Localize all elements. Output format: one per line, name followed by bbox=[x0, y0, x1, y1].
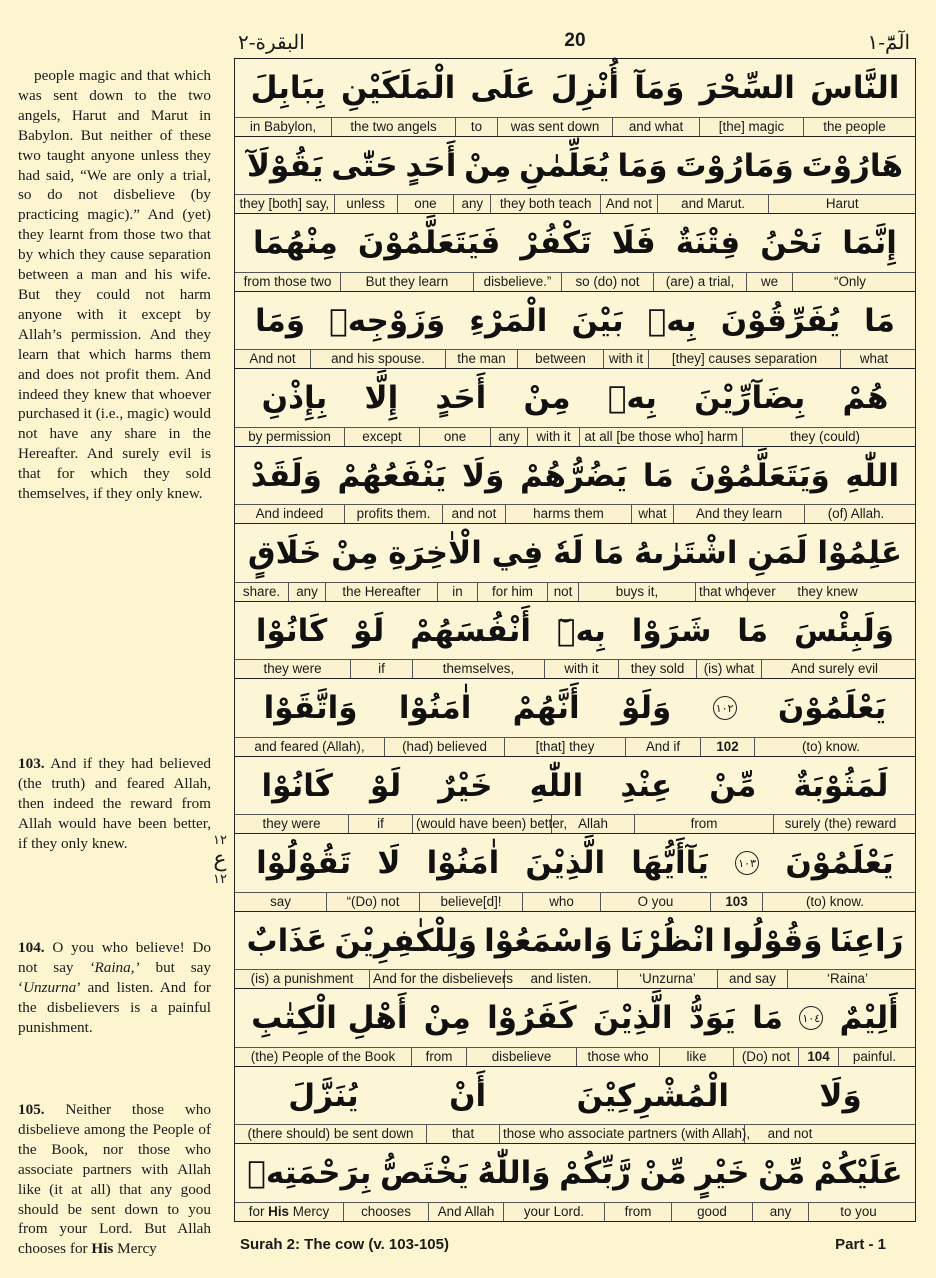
translation-cell: And indeed bbox=[235, 505, 345, 523]
arabic-word: وَلَا bbox=[462, 457, 505, 494]
arabic-word: وَقُوْلُوا bbox=[721, 922, 823, 959]
arabic-line bbox=[235, 61, 915, 115]
arabic-word: هُمْ bbox=[842, 380, 889, 416]
ruku-ain-glyph: ع bbox=[213, 847, 227, 872]
verse-text: but say ‘ bbox=[18, 958, 212, 996]
translation-line bbox=[235, 892, 915, 911]
translation-cell: they [both] say, bbox=[235, 195, 335, 213]
verse-102-translation: people magic and that which was sent down to the two angels, Harut and Marut in Babylon. But neither of these two taught anyone unless they had said, “We are only a trial, so do not disbelieve (by practicing magic).” And (yet) they learnt from those two that by which they cause separation between a man and his wife. But they could not harm anyone with it except by Allah’s permission. And they learn that which harms them and does not profit them. And indeed they knew that whoever purchased it (i.e., magic) would not have any share in the Hereafter. And surely evil is that for which they sold themselves, if they only knew. bbox=[18, 67, 211, 503]
translation-cell: and feared (Allah), bbox=[235, 738, 385, 756]
arabic-word: بِبَابِلَ bbox=[250, 70, 326, 106]
arabic-word: يُنَزَّلَ bbox=[288, 1077, 359, 1114]
translation-cell: in bbox=[438, 583, 478, 601]
arabic-word: وَلِلْكٰفِرِيْنَ bbox=[334, 922, 478, 959]
translation-cell: unless bbox=[335, 195, 398, 213]
arabic-line bbox=[235, 759, 915, 813]
translation-cell: (to) know. bbox=[805, 893, 865, 909]
verse-number: 103. bbox=[18, 755, 45, 772]
arabic-word: مِنْهُمَا bbox=[253, 225, 338, 261]
verse-number: 104. bbox=[18, 939, 45, 956]
footer-surah-reference: Surah 2: The cow (v. 103-105) bbox=[240, 1236, 449, 1253]
arabic-word: حَتّٰى bbox=[331, 147, 398, 184]
arabic-word: خَلَاقٍ bbox=[247, 535, 322, 571]
arabic-word: مِّنْ bbox=[758, 1155, 806, 1191]
page-header bbox=[234, 30, 916, 52]
arabic-word: مِّنْ bbox=[639, 1155, 687, 1191]
ayah-line bbox=[234, 911, 916, 989]
verse-number: 105. bbox=[18, 1101, 45, 1118]
translation-cell: so (do) not bbox=[562, 273, 654, 291]
ayah-line bbox=[234, 446, 916, 524]
surah-title-arabic: البقرة-٢ bbox=[238, 30, 305, 54]
arabic-word: أَنَّهُمْ bbox=[512, 690, 580, 726]
ayah-line bbox=[234, 58, 916, 136]
arabic-word: وَلَبِئْسَ bbox=[794, 612, 895, 649]
translation-cell: surely (the) reward bbox=[784, 816, 897, 831]
translation-cell: themselves, bbox=[413, 660, 545, 678]
arabic-word: أَحَدٍ bbox=[435, 380, 487, 416]
arabic-word: بِرَحْمَتِهٖ bbox=[247, 1155, 372, 1191]
translation-cell: that whoever bbox=[696, 583, 748, 601]
translation-line bbox=[235, 737, 915, 756]
arabic-word: شَرَوْا bbox=[631, 612, 712, 649]
ayah-line bbox=[234, 213, 916, 291]
translation-cell: they both teach bbox=[491, 195, 601, 213]
arabic-word: أَحَدٍ bbox=[405, 147, 457, 184]
translation-cell: and say bbox=[718, 970, 788, 988]
ayah-end-marker: ١٠٣ bbox=[735, 851, 759, 875]
ayah-line bbox=[234, 678, 916, 756]
arabic-word: وَلَا bbox=[819, 1077, 862, 1114]
translation-cell: And they learn bbox=[674, 505, 805, 523]
arabic-word: يُعَلِّمٰنِ bbox=[519, 147, 610, 184]
translation-cell: (would have been) better, bbox=[413, 815, 552, 833]
translation-cell: Allah bbox=[552, 815, 635, 833]
arabic-word: الْاٰخِرَةِ bbox=[388, 535, 482, 571]
arabic-line bbox=[235, 526, 915, 580]
arabic-line bbox=[235, 681, 915, 735]
ayah-line bbox=[234, 368, 916, 446]
translation-cell: (had) believed bbox=[385, 738, 505, 756]
translation-line bbox=[235, 504, 915, 523]
arabic-word: عَذَابٌ bbox=[246, 922, 328, 959]
translation-cell: any bbox=[491, 428, 528, 446]
arabic-word: وَلَقَدْ bbox=[250, 457, 322, 494]
translation-cell: (is) a punishment bbox=[235, 970, 370, 988]
ayah-end-marker: ١٠٤ bbox=[799, 1006, 823, 1030]
translation-cell: by permission bbox=[235, 428, 345, 446]
translation-line bbox=[235, 582, 915, 601]
arabic-word: الَّذِيْنَ bbox=[592, 1000, 673, 1036]
translation-cell: at all [be those who] harm bbox=[580, 428, 743, 446]
arabic-word: مَا bbox=[752, 1000, 783, 1036]
verse-105-translation bbox=[18, 1100, 211, 1259]
translation-cell: And for the disbelievers bbox=[370, 970, 505, 988]
translation-cell: that bbox=[427, 1125, 500, 1143]
arabic-word: تَقُوْلُوْا bbox=[256, 845, 352, 881]
translation-cell: profits them. bbox=[345, 505, 443, 523]
arabic-word: النَّاسَ bbox=[810, 70, 900, 106]
translation-cell: buys it, bbox=[579, 583, 696, 601]
translation-cell: like bbox=[660, 1048, 734, 1066]
arabic-line bbox=[235, 216, 915, 270]
translation-cell: what bbox=[632, 505, 674, 523]
arabic-word: يَعْلَمُوْنَ bbox=[777, 690, 887, 726]
translation-cell: any bbox=[753, 1203, 809, 1221]
ayah-end-marker: ١٠٢ bbox=[713, 696, 737, 720]
italic-word: ‘Raina,’ bbox=[89, 958, 140, 976]
translation-cell: they were bbox=[235, 660, 351, 678]
arabic-word: أَنْفُسَهُمْ bbox=[410, 612, 531, 649]
arabic-line bbox=[235, 604, 915, 658]
translation-line bbox=[235, 659, 915, 678]
arabic-word: كَانُوْا bbox=[255, 612, 328, 649]
translation-cell: with it bbox=[545, 660, 619, 678]
verse-number-cell: 102 bbox=[701, 738, 755, 756]
arabic-word: يَقُوْلَآ bbox=[246, 147, 324, 184]
translation-cell: your Lord. bbox=[504, 1203, 605, 1221]
verse-text: Mercy bbox=[113, 1240, 157, 1258]
arabic-word: اٰمَنُوْا bbox=[398, 690, 472, 726]
translation-cell: Harut bbox=[825, 196, 859, 211]
translation-column bbox=[18, 66, 212, 1258]
translation-line bbox=[235, 1124, 915, 1143]
arabic-word: يَعْلَمُوْنَ bbox=[785, 845, 894, 881]
translation-cell: any bbox=[454, 195, 491, 213]
arabic-word: وَزَوْجِهٖ bbox=[329, 302, 446, 339]
arabic-word: تَكْفُرْ bbox=[520, 225, 592, 261]
translation-cell: disbelieve.” bbox=[474, 273, 562, 291]
translation-cell: “Only bbox=[834, 273, 866, 289]
translation-cell: and not bbox=[767, 1126, 813, 1141]
footer-part: Part - 1 bbox=[835, 1236, 886, 1253]
page-number: 20 bbox=[564, 30, 586, 51]
arabic-word: وَمَآ bbox=[634, 70, 685, 106]
arabic-word: مَا bbox=[737, 612, 769, 649]
verse-103-translation bbox=[18, 754, 211, 854]
arabic-word: مَا bbox=[593, 535, 625, 571]
arabic-word: لَا bbox=[377, 845, 401, 881]
arabic-word: إِنَّمَا bbox=[842, 225, 897, 261]
arabic-word: بِضَآرِّيْنَ bbox=[694, 380, 806, 416]
ayah-line bbox=[234, 756, 916, 834]
arabic-word: وَمَا bbox=[617, 147, 668, 184]
translation-cell: with it bbox=[528, 428, 580, 446]
translation-cell: they knew bbox=[797, 583, 858, 599]
translation-cell: disbelieve bbox=[467, 1048, 577, 1066]
arabic-word: انْظُرْنَا bbox=[619, 922, 715, 959]
arabic-word: عِنْدِ bbox=[620, 767, 673, 804]
translation-cell: to bbox=[456, 118, 498, 136]
translation-cell: chooses bbox=[344, 1203, 429, 1221]
arabic-line bbox=[235, 836, 915, 890]
translation-cell: with it bbox=[604, 350, 649, 368]
italic-word: Unzurna bbox=[23, 978, 77, 996]
arabic-word: مِنْ bbox=[523, 380, 571, 416]
arabic-word: لَمَثُوْبَةٌ bbox=[793, 767, 889, 804]
arabic-word: نَحْنُ bbox=[760, 225, 823, 261]
arabic-line bbox=[235, 1069, 915, 1123]
verse-text: ’ and listen. And for the disbelievers is a painful punishment. bbox=[18, 978, 211, 1036]
arabic-word: وَلَوْ bbox=[620, 690, 672, 726]
ruku-top-number: ١٢ bbox=[213, 833, 227, 848]
arabic-word: يَوَدُّ bbox=[688, 1000, 736, 1036]
arabic-word: يَضُرُّهُمْ bbox=[520, 457, 628, 494]
arabic-word: مَا bbox=[864, 302, 895, 339]
translation-cell: except bbox=[345, 428, 420, 446]
ayah-line bbox=[234, 988, 916, 1066]
arabic-word: بِهٖ bbox=[647, 302, 697, 339]
arabic-word: مِنْ bbox=[464, 147, 512, 184]
translation-cell: what bbox=[859, 351, 889, 366]
arabic-word: وَاسْمَعُوْا bbox=[484, 922, 613, 959]
arabic-word: عَلَيْكُمْ bbox=[813, 1155, 903, 1191]
translation-line bbox=[235, 117, 915, 136]
translation-cell: and listen. bbox=[505, 970, 618, 988]
translation-cell: the two angels bbox=[332, 118, 456, 136]
translation-line bbox=[235, 1047, 915, 1066]
translation-cell: (Do) not bbox=[734, 1048, 799, 1066]
translation-cell: they (could) bbox=[790, 428, 860, 444]
translation-cell: from bbox=[412, 1048, 467, 1066]
translation-cell: (there should) be sent down bbox=[235, 1125, 427, 1143]
translation-cell: one bbox=[420, 428, 491, 446]
translation-cell: (is) what bbox=[697, 660, 762, 678]
translation-cell: And surely evil bbox=[790, 661, 879, 676]
translation-cell: between bbox=[518, 350, 604, 368]
arabic-word: خَيْرٌ bbox=[438, 767, 493, 804]
arabic-word: لَوْ bbox=[370, 767, 402, 804]
arabic-word: إِلَّا bbox=[364, 380, 399, 416]
arabic-word: بِهٖ bbox=[607, 380, 657, 416]
arabic-word: أَنْ bbox=[449, 1077, 487, 1114]
verse-text: O you who believe! Do not say bbox=[18, 939, 212, 976]
translation-cell: was sent down bbox=[498, 118, 613, 136]
translation-cell: we bbox=[747, 273, 793, 291]
translation-cell: one bbox=[398, 195, 455, 213]
arabic-line bbox=[235, 1146, 915, 1200]
arabic-word: وَمَارُوْتَ bbox=[675, 147, 794, 184]
verse-text: And if they had believed (the truth) and feared Allah, then indeed the reward from Allah would have been better, if they only knew. bbox=[18, 755, 211, 852]
translation-line bbox=[235, 349, 915, 368]
ayah-line bbox=[234, 601, 916, 679]
translation-cell: “(Do) not bbox=[327, 893, 420, 911]
translation-cell: And not bbox=[235, 350, 311, 368]
ayah-line bbox=[234, 1143, 916, 1222]
translation-cell: O you bbox=[601, 893, 711, 911]
arabic-word: فَيَتَعَلَّمُوْنَ bbox=[357, 225, 501, 261]
arabic-word: اشْتَرٰىهُ bbox=[633, 535, 738, 571]
arabic-word: يُفَرِّقُوْنَ bbox=[720, 302, 841, 339]
verse-104-translation bbox=[18, 938, 211, 1038]
arabic-word: مَا bbox=[642, 457, 674, 494]
arabic-line bbox=[235, 371, 915, 425]
translation-cell: But they learn bbox=[341, 273, 474, 291]
translation-cell: say bbox=[235, 893, 327, 911]
arabic-word: مِنْ bbox=[423, 1000, 471, 1036]
translation-cell: good bbox=[672, 1203, 753, 1221]
translation-cell: from bbox=[635, 815, 774, 833]
translation-cell: for him bbox=[478, 583, 548, 601]
arabic-word: كَانُوْا bbox=[261, 767, 333, 804]
arabic-word: مِّنْ bbox=[709, 767, 757, 804]
translation-cell: painful. bbox=[852, 1048, 897, 1064]
arabic-word: الَّذِيْنَ bbox=[525, 845, 606, 881]
translation-cell: any bbox=[289, 583, 326, 601]
arabic-word: خَيْرٍ bbox=[695, 1155, 750, 1191]
arabic-word: بَيْنَ bbox=[571, 302, 624, 339]
translation-cell: they were bbox=[235, 815, 349, 833]
translation-cell: if bbox=[351, 660, 413, 678]
word-by-word-grid bbox=[234, 58, 916, 1222]
translation-cell: believe[d]! bbox=[420, 893, 523, 911]
arabic-word: أَهْلِ الْكِتٰبِ bbox=[251, 1000, 408, 1036]
translation-line bbox=[235, 814, 915, 833]
translation-cell: And if bbox=[626, 738, 701, 756]
ayah-line bbox=[234, 1066, 916, 1144]
translation-cell: (to) know. bbox=[801, 738, 861, 754]
arabic-word: مِنْ bbox=[331, 535, 379, 571]
translation-cell: to you bbox=[840, 1203, 877, 1219]
translation-cell: ‘Raina’ bbox=[827, 971, 868, 986]
arabic-word: يَنْفَعُهُمْ bbox=[337, 457, 447, 494]
translation-line bbox=[235, 427, 915, 446]
translation-cell: and not bbox=[443, 505, 506, 523]
arabic-line bbox=[235, 449, 915, 503]
translation-line bbox=[235, 1202, 915, 1221]
arabic-word: عَلَى bbox=[470, 70, 536, 106]
translation-cell: [the] magic bbox=[700, 118, 804, 136]
translation-cell: harms them bbox=[506, 505, 632, 523]
translation-cell: those who associate partners (with Allah), bbox=[500, 1125, 745, 1143]
verse-number-cell: 103 bbox=[711, 893, 763, 911]
translation-cell: (of) Allah. bbox=[827, 506, 885, 521]
translation-cell: if bbox=[349, 815, 413, 833]
translation-cell: for His Mercy bbox=[235, 1203, 344, 1221]
translation-cell: they sold bbox=[619, 660, 697, 678]
verse-number-cell: 104 bbox=[799, 1048, 839, 1066]
arabic-word: بِهٖٓ bbox=[556, 612, 606, 649]
arabic-word: هَارُوْتَ bbox=[801, 147, 904, 184]
arabic-word: السِّحْرَ bbox=[699, 70, 795, 106]
translation-cell: from those two bbox=[235, 273, 341, 291]
translation-line bbox=[235, 194, 915, 213]
arabic-word: لَمَنِ bbox=[747, 535, 808, 571]
translation-cell: in Babylon, bbox=[235, 118, 332, 136]
arabic-line bbox=[235, 139, 915, 193]
translation-cell: those who bbox=[577, 1048, 660, 1066]
arabic-word: وَيَتَعَلَّمُوْنَ bbox=[689, 457, 830, 494]
arabic-word: عَلِمُوْا bbox=[817, 535, 903, 571]
translation-cell: and Marut. bbox=[658, 195, 770, 213]
ruku-bottom-number: ١٢ bbox=[213, 872, 227, 887]
arabic-line bbox=[235, 294, 915, 348]
translation-cell: share. bbox=[235, 583, 289, 601]
arabic-word: يَخْتَصُّ bbox=[380, 1155, 469, 1191]
arabic-word: وَاتَّقَوْا bbox=[263, 690, 358, 726]
ayah-line bbox=[234, 523, 916, 601]
translation-cell: the people bbox=[823, 118, 886, 134]
translation-cell: And not bbox=[601, 195, 658, 213]
arabic-word: رَّبِّكُمْ bbox=[559, 1155, 631, 1191]
arabic-word: وَاللّٰهُ bbox=[477, 1155, 551, 1191]
bold-word: His bbox=[91, 1240, 114, 1258]
translation-cell: from bbox=[605, 1203, 672, 1221]
translation-cell: [they] causes separation bbox=[649, 350, 841, 368]
translation-cell: and his spouse. bbox=[311, 350, 446, 368]
arabic-word: أُنْزِلَ bbox=[550, 70, 620, 106]
ayah-line bbox=[234, 291, 916, 369]
arabic-word: اللّٰهِ bbox=[845, 457, 900, 494]
arabic-word: لَهٗ bbox=[553, 535, 584, 571]
arabic-word: يَآأَيُّهَا bbox=[631, 845, 709, 881]
translation-cell: [that] they bbox=[505, 738, 626, 756]
ayah-line bbox=[234, 833, 916, 911]
translation-cell: and what bbox=[613, 118, 700, 136]
translation-cell: (are) a trial, bbox=[654, 273, 747, 291]
translation-cell: not bbox=[548, 583, 579, 601]
translation-cell: (the) People of the Book bbox=[235, 1048, 412, 1066]
arabic-word: اللّٰهِ bbox=[529, 767, 584, 804]
juz-title-arabic: الٓمّٓ-١ bbox=[867, 30, 910, 54]
translation-cell: who bbox=[523, 893, 601, 911]
translation-cell: And Allah bbox=[429, 1203, 504, 1221]
arabic-word: فِتْنَةٌ bbox=[675, 225, 741, 261]
arabic-word: بِإِذْنِ bbox=[261, 380, 328, 416]
arabic-word: وَمَا bbox=[255, 302, 306, 339]
arabic-word: فِي bbox=[491, 535, 544, 571]
arabic-word: الْمَلَكَيْنِ bbox=[340, 70, 456, 106]
arabic-word: الْمُشْرِكِيْنَ bbox=[576, 1077, 730, 1114]
translation-cell: ‘Unzurna’ bbox=[618, 970, 718, 988]
arabic-line bbox=[235, 991, 915, 1045]
translation-cell: the man bbox=[446, 350, 518, 368]
translation-line bbox=[235, 969, 915, 988]
arabic-word: أَلِيْمٌ bbox=[839, 1000, 899, 1036]
arabic-line bbox=[235, 914, 915, 968]
arabic-word: الْمَرْءِ bbox=[469, 302, 548, 339]
arabic-word: لَوْ bbox=[353, 612, 385, 649]
translation-line bbox=[235, 272, 915, 291]
translation-cell: the Hereafter bbox=[326, 583, 438, 601]
arabic-word: كَفَرُوْا bbox=[487, 1000, 577, 1036]
ruku-marker bbox=[210, 833, 230, 887]
arabic-word: اٰمَنُوْا bbox=[426, 845, 500, 881]
verse-text: Neither those who disbelieve among the People of the Book, nor those who associate partners with Allah like (it at all) that any good should be sent down to you from your Lord. But Allah chooses for bbox=[18, 1101, 211, 1258]
ayah-line bbox=[234, 136, 916, 214]
arabic-word: فَلَا bbox=[611, 225, 656, 261]
arabic-word: رَاعِنَا bbox=[829, 922, 904, 959]
